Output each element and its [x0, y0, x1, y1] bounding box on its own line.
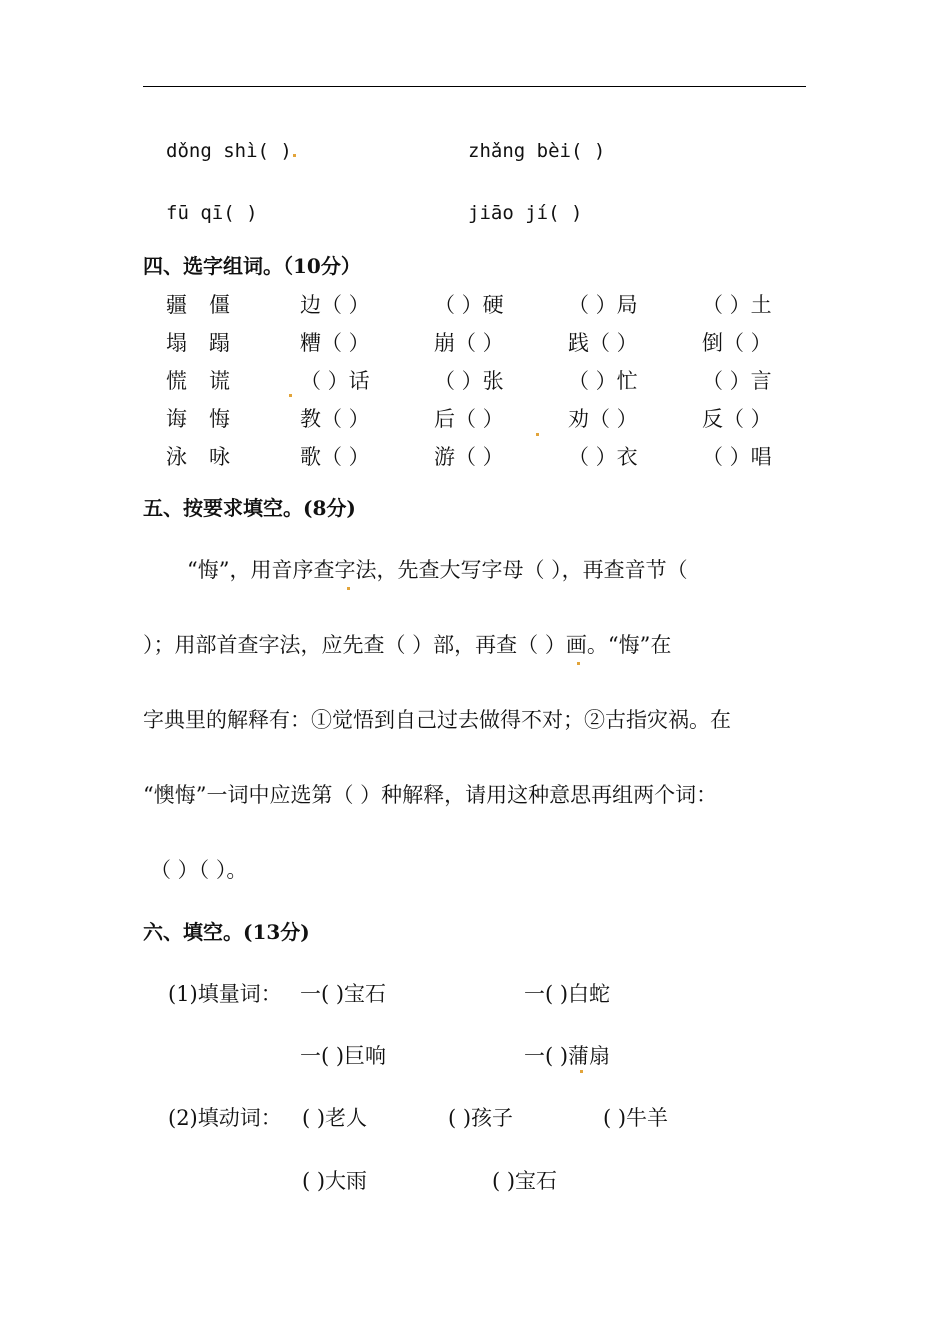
fill-item[interactable]: ( )牛羊 [603, 1106, 669, 1130]
word-item[interactable]: 反（ ） [702, 407, 772, 431]
pinyin-item: jiāo jí( ) [468, 202, 583, 224]
word-item[interactable]: （ ）张 [434, 369, 504, 393]
fill-item[interactable]: ( )大雨 [302, 1169, 368, 1193]
section4-title: 四、选字组词。（10分） [143, 254, 361, 278]
header-rule [143, 86, 806, 87]
word-item[interactable]: 倒（ ） [702, 331, 772, 355]
section6-title: 六、填空。(13分) [143, 920, 310, 944]
word-item[interactable]: 劝（ ） [568, 407, 638, 431]
word-item[interactable]: （ ）衣 [568, 445, 638, 469]
paragraph-line: “懊悔”一词中应选第（ ）种解释，请用这种意思再组两个词： [143, 783, 718, 807]
orange-mark [580, 1070, 583, 1073]
paragraph-line: （ ）（ ）。 [150, 858, 248, 882]
word-item[interactable]: （ ）言 [702, 369, 772, 393]
fill-item[interactable]: 一( )白蛇 [524, 982, 611, 1006]
word-item[interactable]: 后（ ） [434, 407, 504, 431]
answer-blank[interactable]: ( ) [223, 202, 258, 224]
orange-mark [577, 662, 580, 665]
answer-blank[interactable]: ( ) [257, 140, 292, 162]
word-item[interactable]: 游（ ） [434, 445, 504, 469]
char-pair: 疆 僵 [166, 293, 230, 317]
paragraph-line: “悔”，用音序查字法，先查大写字母（ ），再查音节（ [187, 558, 688, 582]
char-pair: 慌 谎 [166, 369, 230, 393]
q2-label: (2)填动词： [168, 1106, 282, 1130]
fill-item[interactable]: 一( )宝石 [300, 982, 387, 1006]
char-pair: 塌 蹋 [166, 331, 230, 355]
paragraph-line: ）；用部首查字法，应先查（ ）部，再查（ ）画。“悔”在 [143, 633, 672, 657]
orange-mark [347, 587, 350, 590]
answer-blank[interactable]: ( ) [570, 140, 606, 162]
orange-mark [536, 433, 539, 436]
word-item[interactable]: 边（ ） [300, 293, 370, 317]
pinyin-item: fū qī( ) [166, 202, 258, 224]
word-item[interactable]: 教（ ） [300, 407, 370, 431]
word-item[interactable]: （ ）局 [568, 293, 638, 317]
paragraph-line: 字典里的解释有：①觉悟到自己过去做得不对；②古指灾祸。在 [143, 708, 731, 732]
fill-item[interactable]: ( )老人 [302, 1106, 368, 1130]
word-item[interactable]: （ ）话 [300, 369, 370, 393]
word-item[interactable]: 糟（ ） [300, 331, 370, 355]
char-pair: 泳 咏 [166, 445, 230, 469]
pinyin-item: dǒng shì( ) [166, 140, 297, 162]
word-item[interactable]: （ ）唱 [702, 445, 772, 469]
fill-item[interactable]: ( )孩子 [448, 1106, 514, 1130]
fill-item[interactable]: 一( )巨响 [300, 1044, 387, 1068]
section5-title: 五、按要求填空。(8分) [143, 496, 356, 520]
word-item[interactable]: 践（ ） [568, 331, 638, 355]
orange-mark [289, 394, 292, 397]
q1-label: (1)填量词： [168, 982, 282, 1006]
word-item[interactable]: 崩（ ） [434, 331, 504, 355]
word-item[interactable]: （ ）忙 [568, 369, 638, 393]
word-item[interactable]: （ ）硬 [434, 293, 504, 317]
pinyin-item: zhǎng bèi( ) [468, 140, 606, 162]
char-pair: 诲 悔 [166, 407, 230, 431]
fill-item[interactable]: ( )宝石 [492, 1169, 558, 1193]
orange-mark [293, 154, 296, 157]
word-item[interactable]: （ ）土 [702, 293, 772, 317]
word-item[interactable]: 歌（ ） [300, 445, 370, 469]
answer-blank[interactable]: ( ) [548, 202, 583, 224]
fill-item[interactable]: 一( )蒲扇 [524, 1044, 611, 1068]
